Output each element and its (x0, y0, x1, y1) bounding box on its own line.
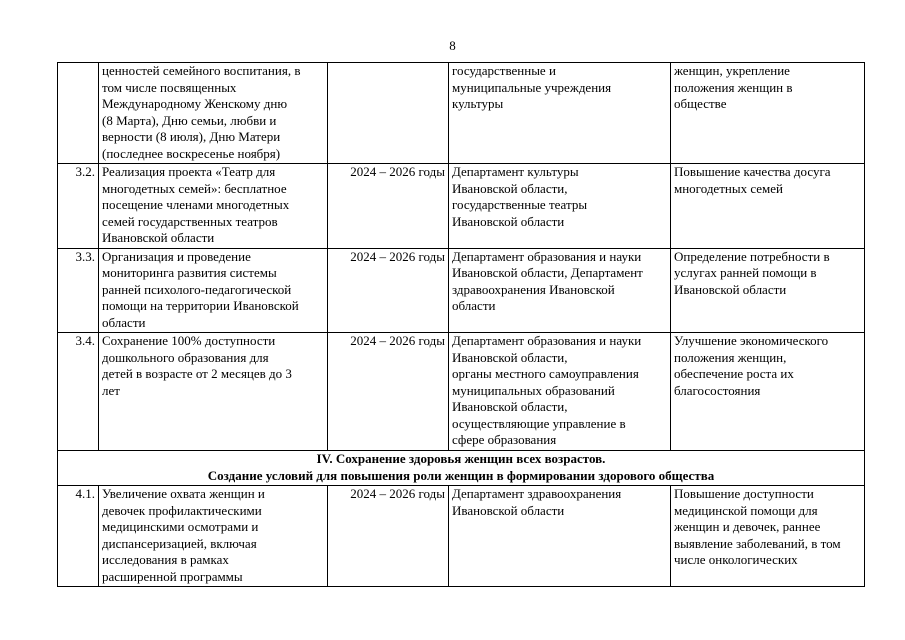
row-number-cell: 4.1. (58, 486, 99, 587)
table-row (58, 486, 865, 587)
section-header-cell (58, 451, 865, 486)
row-number-cell: 3.4. (58, 333, 99, 451)
executor-cell (449, 164, 671, 249)
table-row (58, 333, 865, 451)
activity-line: посещение членами многодетных (102, 197, 290, 212)
section-subtitle: Создание условий для повышения роли женщин в формировании здорового общества (207, 467, 715, 483)
activity-cell (99, 164, 328, 249)
result-line: положения женщин в (674, 79, 793, 95)
result-line: Определение потребности в (674, 248, 830, 264)
term-cell: 2024 – 2026 годы (328, 486, 449, 587)
term-cell: 2024 – 2026 годы (328, 333, 449, 451)
result-line: Повышение доступности (674, 486, 814, 501)
executor-line: Департамент здравоохранения (452, 486, 622, 501)
executor-line: здравоохранения Ивановской (452, 281, 615, 297)
activity-line: том числе посвященных (102, 79, 237, 95)
measures-table (57, 62, 865, 587)
activity-line: мониторинга развития системы (102, 265, 277, 280)
executor-line: государственные театры (452, 197, 588, 212)
executor-line: Департамент образования и науки (452, 248, 642, 264)
result-line: многодетных семей (674, 180, 783, 196)
activity-line: ранней психолого-педагогической (102, 281, 292, 297)
executor-cell (449, 63, 671, 164)
result-cell (671, 333, 865, 451)
activity-line: семей государственных театров (102, 213, 278, 229)
executor-line: Департамент культуры (452, 164, 579, 179)
activity-line: Реализация проекта «Театр для (102, 164, 276, 179)
executor-line: Ивановской области (452, 502, 565, 518)
term-cell (328, 63, 449, 164)
executor-line: сфере образования (452, 432, 557, 447)
result-cell (671, 164, 865, 249)
activity-line: Увеличение охвата женщин и (102, 486, 265, 501)
activity-line: (8 Марта), Дню семьи, любви и (102, 112, 277, 128)
result-line: обеспечение роста их (674, 366, 794, 381)
result-line: Улучшение экономического (674, 333, 829, 348)
activity-line: (последнее воскресенье ноября) (102, 145, 281, 161)
activity-line: расширенной программы (102, 568, 243, 584)
activity-line: детей в возрасте от 2 месяцев до 3 (102, 366, 292, 381)
table-row (58, 248, 865, 333)
executor-cell (449, 333, 671, 451)
executor-line: Ивановской области, (452, 349, 568, 365)
activity-line: Международному Женскому дню (102, 96, 288, 111)
activity-cell (99, 248, 328, 333)
result-line: женщин и девочек, раннее (674, 519, 821, 534)
activity-line: исследования в рамках (102, 552, 229, 567)
result-line: Повышение качества досуга (674, 164, 831, 179)
result-line: Ивановской области (674, 281, 787, 297)
activity-line: медицинскими осмотрами и (102, 519, 259, 534)
activity-line: Организация и проведение (102, 248, 251, 264)
executor-line: культуры (452, 96, 504, 111)
result-line: положения женщин, (674, 349, 787, 365)
activity-line: ценностей семейного воспитания, в (102, 63, 301, 78)
executor-line: муниципальных образований (452, 382, 615, 398)
result-line: выявление заболеваний, в том (674, 535, 841, 551)
result-line: обществе (674, 96, 727, 111)
executor-line: Ивановской области, (452, 399, 568, 414)
table-row (58, 164, 865, 249)
activity-line: дошкольного образования для (102, 349, 269, 365)
executor-line: осуществляющие управление в (452, 415, 626, 431)
result-line: услугах ранней помощи в (674, 265, 817, 280)
activity-line: помощи на территории Ивановской (102, 298, 299, 313)
row-number-cell (58, 63, 99, 164)
executor-line: Ивановской области, Департамент (452, 265, 643, 280)
executor-line: Ивановской области (452, 213, 565, 229)
activity-line: лет (102, 382, 120, 398)
executor-line: государственные и (452, 63, 556, 78)
activity-line: области (102, 314, 146, 330)
activity-cell (99, 63, 328, 164)
activity-line: диспансеризацией, включая (102, 535, 257, 551)
activity-line: девочек профилактическими (102, 502, 262, 518)
executor-line: муниципальные учреждения (452, 79, 612, 95)
row-number-cell: 3.3. (58, 248, 99, 333)
table-row (58, 63, 865, 164)
activity-cell (99, 333, 328, 451)
result-line: медицинской помощи для (674, 502, 818, 518)
page-number: 8 (449, 38, 456, 53)
section-header-row (58, 451, 865, 486)
term-cell: 2024 – 2026 годы (328, 164, 449, 249)
result-line: числе онкологических (674, 552, 798, 567)
result-cell (671, 248, 865, 333)
executor-line: области (452, 298, 496, 313)
activity-cell (99, 486, 328, 587)
activity-line: многодетных семей»: бесплатное (102, 180, 287, 196)
executor-cell (449, 486, 671, 587)
executor-line: Департамент образования и науки (452, 333, 642, 348)
executor-line: Ивановской области, (452, 180, 568, 196)
activity-line: Сохранение 100% доступности (102, 333, 276, 348)
activity-line: Ивановской области (102, 230, 215, 245)
term-cell: 2024 – 2026 годы (328, 248, 449, 333)
result-line: женщин, укрепление (674, 63, 790, 78)
section-title: IV. Сохранение здоровья женщин всех возрастов. (316, 451, 606, 466)
activity-line: верности (8 июля), Дню Матери (102, 129, 281, 144)
result-cell (671, 63, 865, 164)
executor-cell (449, 248, 671, 333)
result-line: благосостояния (674, 382, 761, 398)
result-cell (671, 486, 865, 587)
executor-line: органы местного самоуправления (452, 366, 639, 381)
row-number-cell: 3.2. (58, 164, 99, 249)
